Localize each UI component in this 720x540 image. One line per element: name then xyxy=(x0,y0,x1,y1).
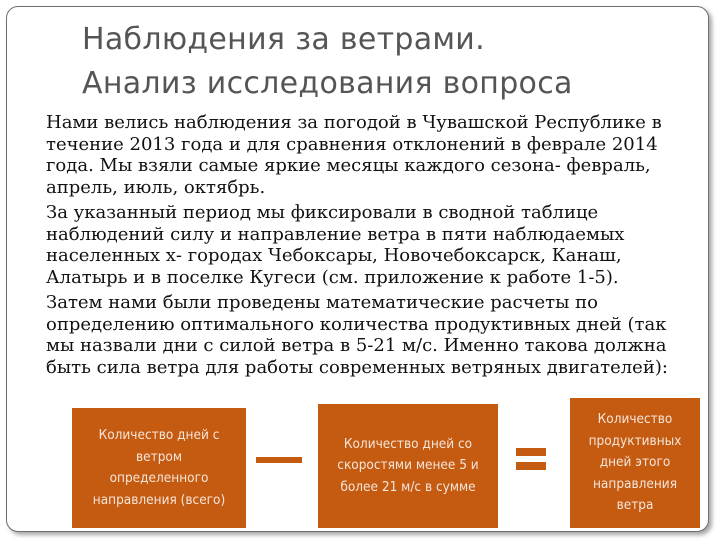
title-line-2: Анализ исследования вопроса xyxy=(82,66,573,101)
paragraph-observations: Нами велись наблюдения за погодой в Чувашской Республике в течение 2013 года и для сравнения отклонений в феврале 2014 года. Мы взяли самые яркие месяцы каждого сезона- февраль, апрель, июль, октябрь. xyxy=(46,112,662,198)
equals-sign-top xyxy=(516,448,546,456)
formula-box-productive-days xyxy=(570,398,700,528)
slide-body xyxy=(46,112,696,382)
minus-sign xyxy=(256,457,302,463)
formula-box-total-days-text: Количество дней с ветром определенного направления (всего) xyxy=(92,427,226,508)
equals-sign-bottom xyxy=(516,462,546,470)
paragraph-table: За указанный период мы фиксировали в сводной таблице наблюдений силу и направление ветра в пяти наблюдаемых населенных х- городах Чебоксары, Новочебоксарск, Канаш, Алатырь и в поселке Кугеси (см. приложение к работе 1-5). xyxy=(46,202,625,288)
formula-box-excluded-days xyxy=(318,404,498,528)
formula-box-productive-days-text: Количество продуктивных дней этого направления ветра xyxy=(588,411,682,514)
paragraph-calculations: Затем нами были проведены математические расчеты по определению оптимального количества продуктивных дней (так мы назвали дни с силой ветра в 5-21 м/с. Именно такова должна быть сила ветра для работы современных ветряных двигателей): xyxy=(46,292,668,378)
slide-title xyxy=(82,18,682,106)
formula-box-total-days xyxy=(72,408,246,528)
formula-box-excluded-days-text: Количество дней со скоростями менее 5 и более 21 м/с в сумме xyxy=(337,435,479,495)
title-line-1: Наблюдения за ветрами. xyxy=(82,22,485,57)
